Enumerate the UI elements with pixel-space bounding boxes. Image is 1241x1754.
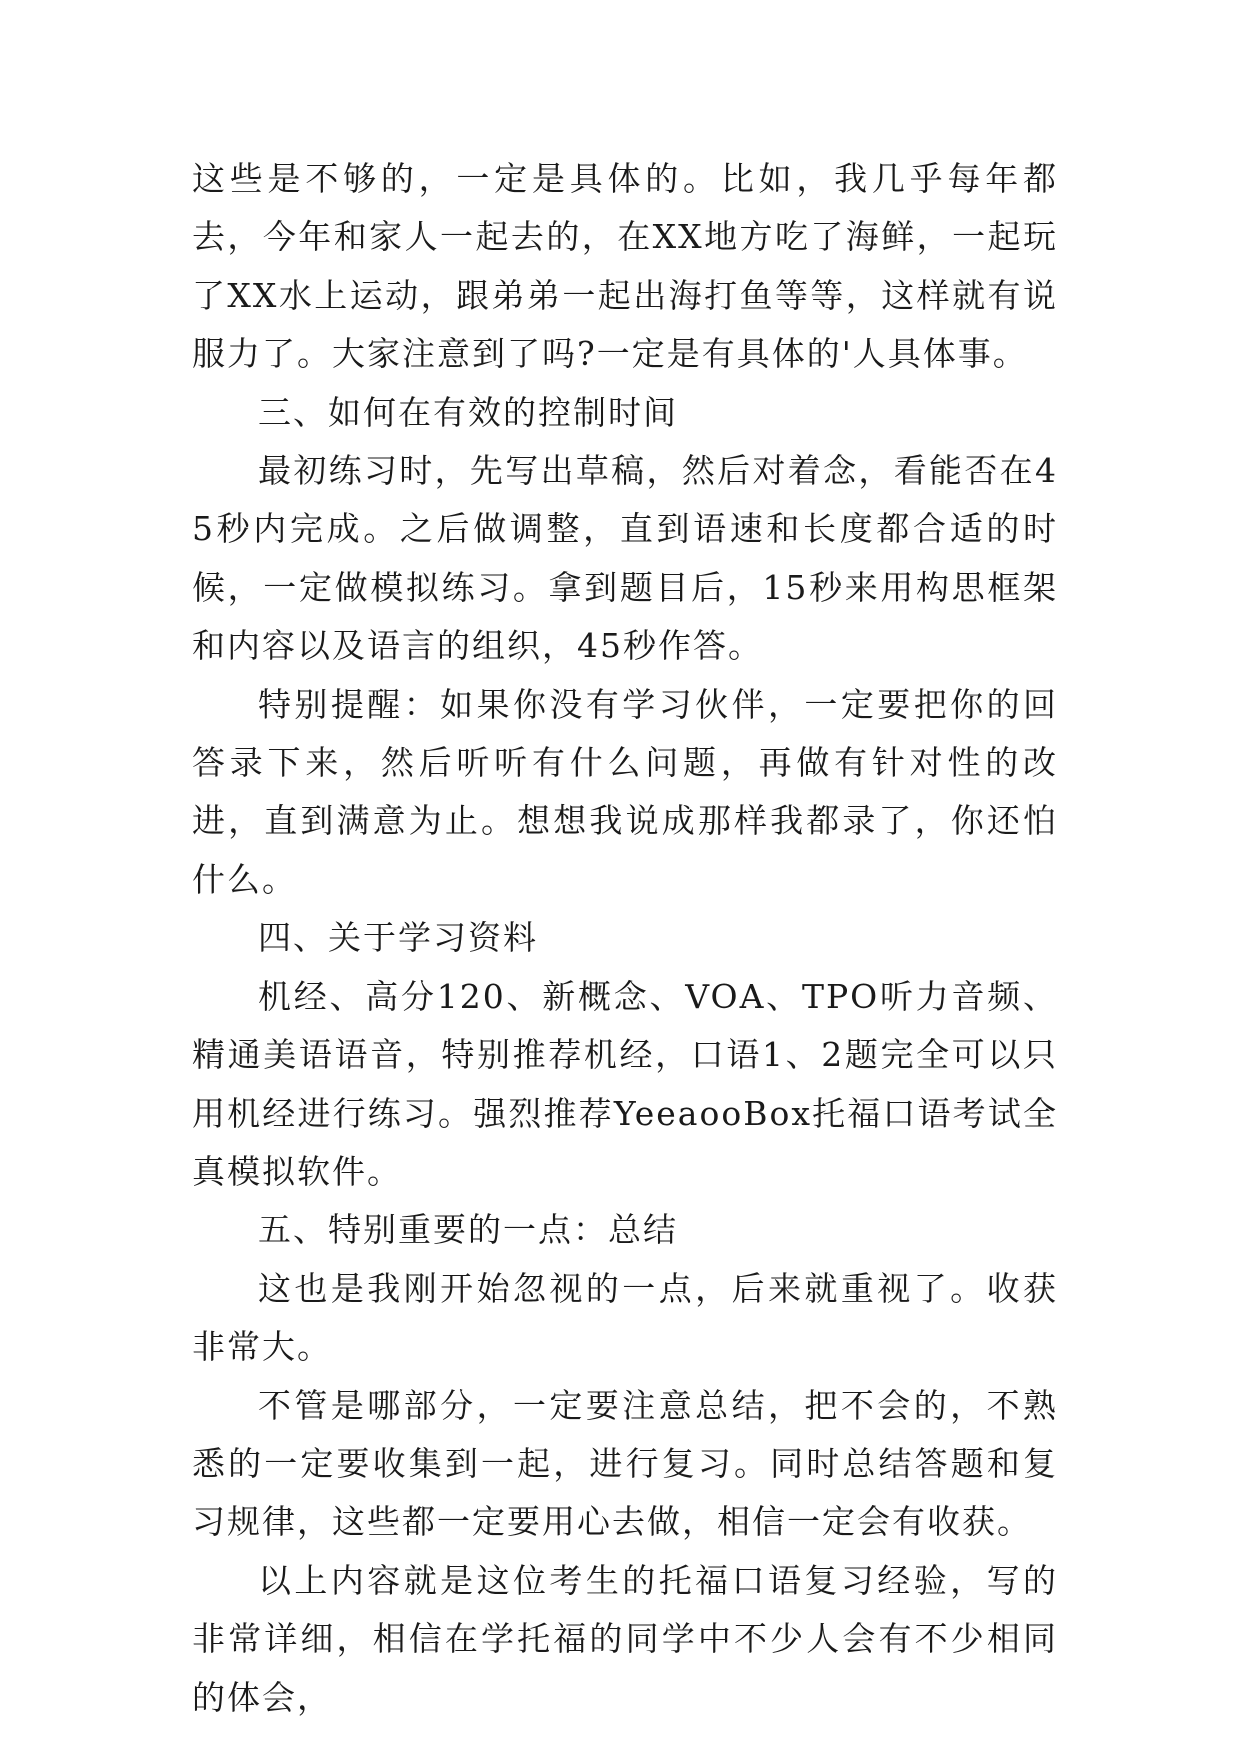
section-heading: 五、特别重要的一点：总结: [258, 1210, 678, 1250]
body-paragraph: 不管是哪部分，一定要注意总结，把不会的，不熟悉的一定要收集到一起，进行复习。同时总结答题和复习规律，这些都一定要用心去做，相信一定会有收获。: [192, 1385, 1058, 1542]
body-paragraph: 机经、高分120、新概念、VOA、TPO听力音频、精通美语语音，特别推荐机经，口语1、2题完全可以只用机经进行练习。强烈推荐YeeaooBox托福口语考试全真模拟软件。: [192, 976, 1058, 1191]
body-paragraph: 最初练习时，先写出草稿，然后对着念，看能否在45秒内完成。之后做调整，直到语速和长度都合适的时候，一定做模拟练习。拿到题目后，15秒来用构思框架和内容以及语言的组织，45秒作答。: [192, 451, 1058, 666]
body-paragraph: 以上内容就是这位考生的托福口语复习经验，写的非常详细，相信在学托福的同学中不少人会有不少相同的体会，: [192, 1560, 1058, 1717]
body-paragraph: 这些是不够的，一定是具体的。比如，我几乎每年都去，今年和家人一起去的，在XX地方吃了海鲜，一起玩了XX水上运动，跟弟弟一起出海打鱼等等，这样就有说服力了。大家注意到了吗?一定是有具体的'人具体事。: [192, 159, 1058, 374]
document-body: [192, 150, 1058, 1727]
section-heading: 三、如何在有效的控制时间: [258, 392, 678, 432]
section-heading: 四、关于学习资料: [258, 918, 538, 958]
body-paragraph: 这也是我刚开始忽视的一点，后来就重视了。收获非常大。: [192, 1268, 1058, 1367]
body-paragraph: 特别提醒：如果你没有学习伙伴，一定要把你的回答录下来，然后听听有什么问题，再做有针对性的改进，直到满意为止。想想我说成那样我都录了，你还怕什么。: [192, 684, 1058, 899]
